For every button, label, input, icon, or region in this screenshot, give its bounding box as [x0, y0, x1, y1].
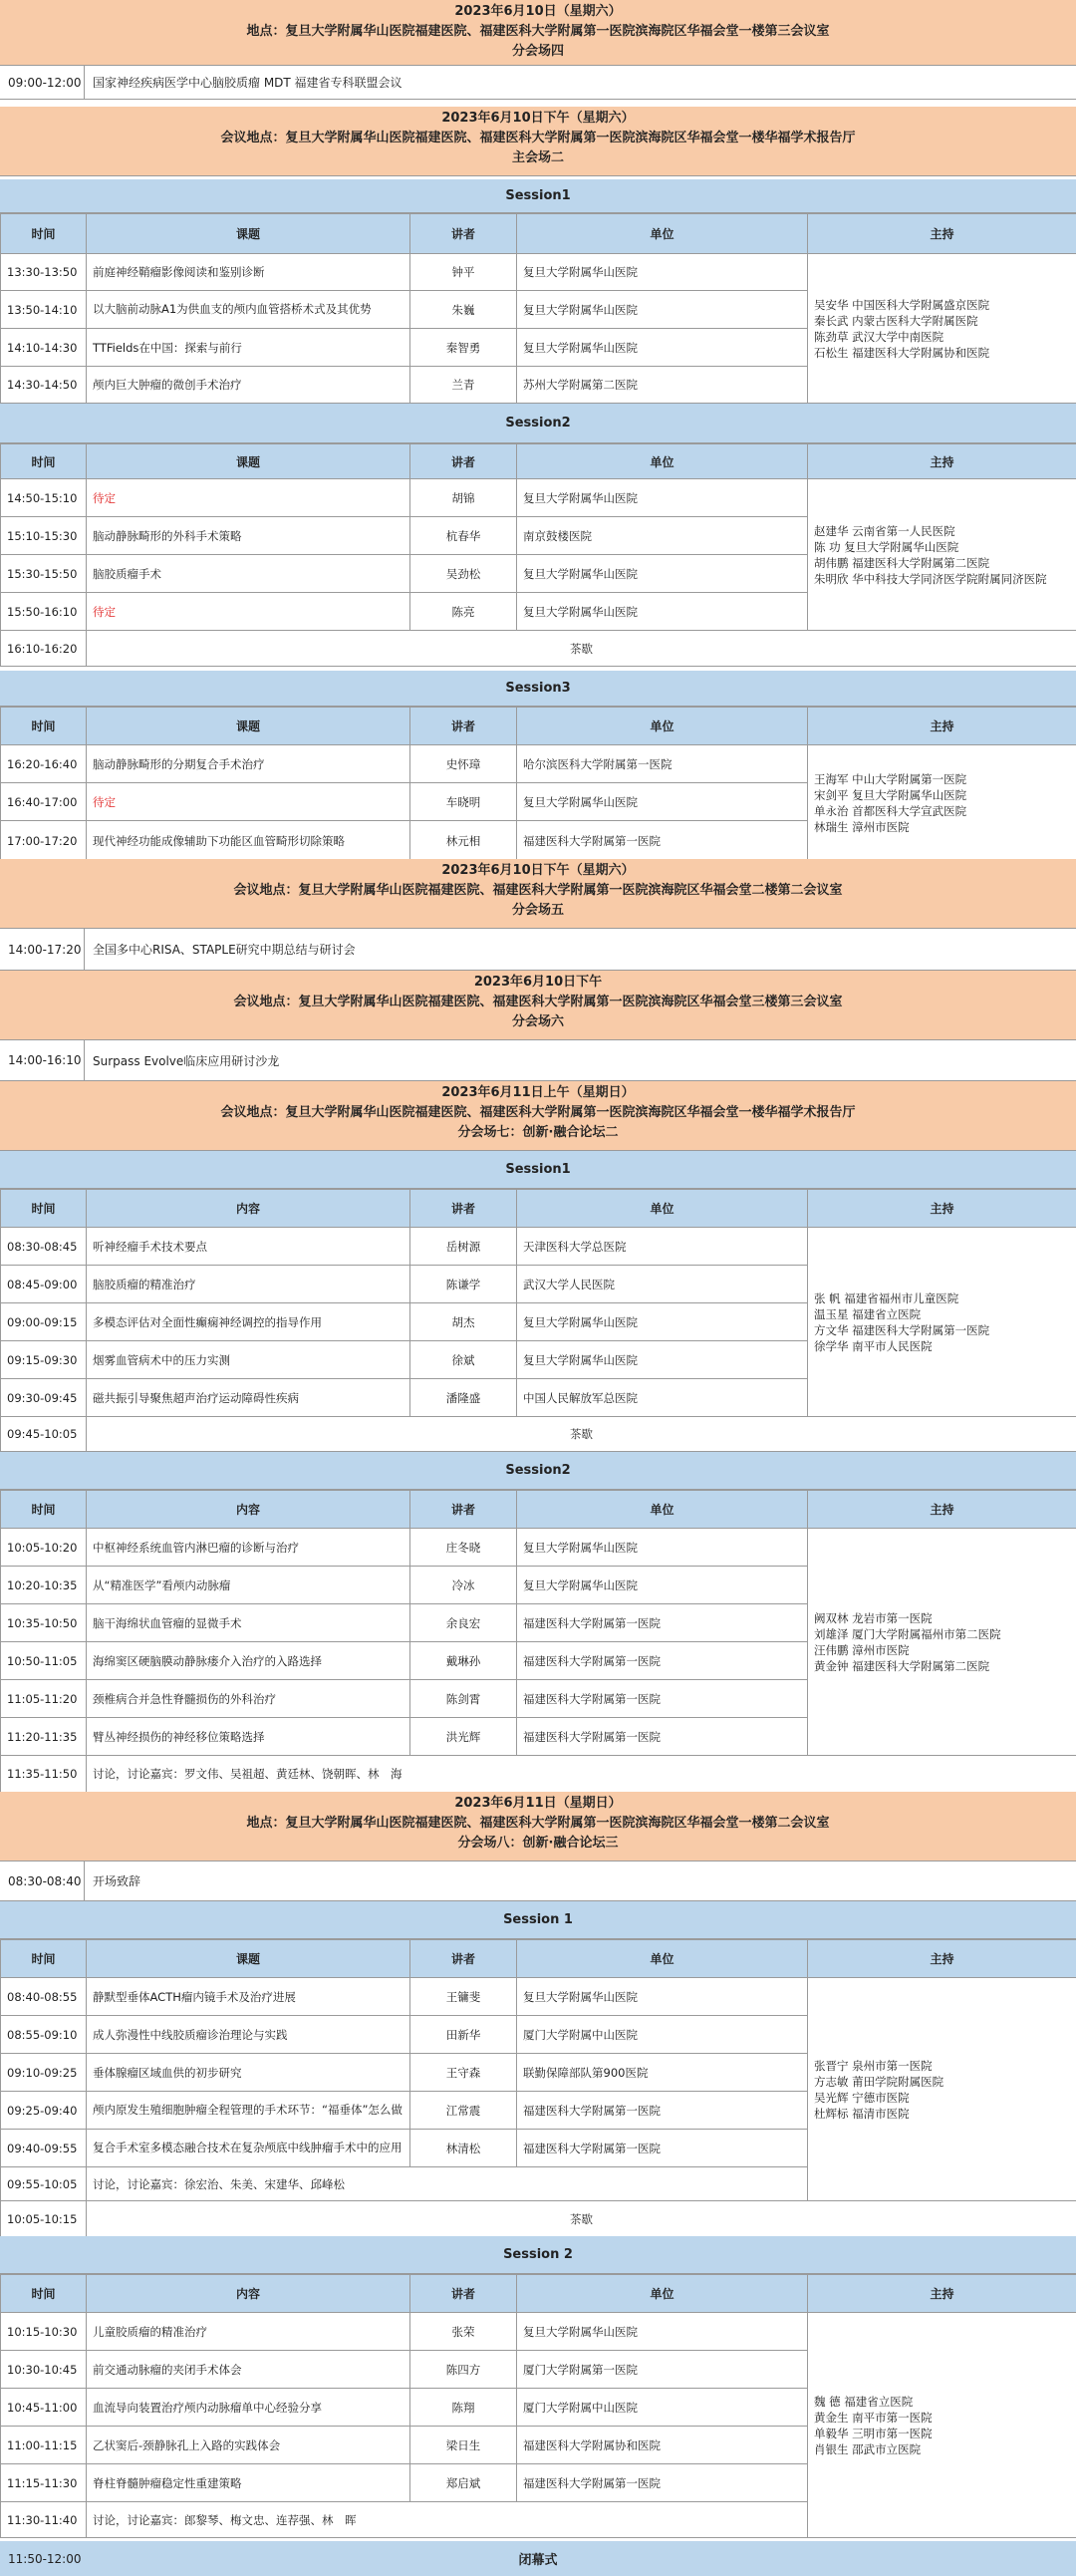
table-row: 13:30-13:50 前庭神经鞘瘤影像阅读和鉴别诊断 钟平 复旦大学附属华山医院 吴安华 中国医科大学附属盛京医院 秦长武 内蒙古医科大学附属医院 陈劲草 武汉大学中南医院 石松生 福建医科大学附属协和医院	[1, 254, 1076, 291]
host-cell: 张 帆 福建省福州市儿童医院 温玉星 福建省立医院 方文华 福建医科大学附属第一医院 徐学华 南平市人民医院	[808, 1228, 1076, 1417]
time-cell: 09:00-12:00	[0, 66, 85, 99]
header-line: 会议地点：复旦大学附属华山医院福建医院、福建医科大学附属第一医院滨海院区华福会堂三楼第三会议室	[233, 995, 843, 1009]
table-row: 14:50-15:10 待定 胡锦 复旦大学附属华山医院 赵建华 云南省第一人民医院 陈 功 复旦大学附属华山医院 胡伟鹏 福建医科大学附属第二医院 朱明欣 华中科技大学同济医学院附属同济医院	[1, 479, 1076, 517]
col-header: 讲者	[410, 1940, 517, 1978]
table-row: 08:45-09:00 脑胶质瘤的精准治疗 陈谦学 武汉大学人民医院	[1, 1266, 1076, 1303]
single-row	[0, 66, 1076, 100]
table-row: 10:20-10:35 从“精准医学”看颅内动脉瘤 冷冰 复旦大学附属华山医院	[1, 1567, 1076, 1604]
header-line: 分会场七：创新·融合论坛二	[457, 1125, 619, 1140]
col-header: 时间	[1, 444, 87, 479]
table-row: 16:20-16:40 脑动静脉畸形的分期复合手术治疗 史怀璋 哈尔滨医科大学附属第一医院 王海军 中山大学附属第一医院 宋剑平 复旦大学附属华山医院 单永治 首都医科大学宣武医院 林瑞生 漳州市医院	[1, 745, 1076, 783]
table-row: 09:40-09:55 复合手术室多模态融合技术在复杂颅底中线肿瘤手术中的应用 林清松 福建医科大学附属第一医院	[1, 2130, 1076, 2167]
session-title: Session3	[0, 671, 1076, 707]
venue-header-2	[0, 107, 1076, 176]
table-row: 13:50-14:10 以大脑前动脉A1为供血支的颅内血管搭桥术式及其优势 朱巍 复旦大学附属华山医院	[1, 291, 1076, 329]
time-cell: 08:30-08:40	[0, 1861, 85, 1900]
header-line: 2023年6月11日（星期日）	[454, 1796, 622, 1811]
table-row: 11:15-11:30 脊柱脊髓肿瘤稳定性重建策略 郑启斌 福建医科大学附属第一医院	[1, 2464, 1076, 2502]
session-title: Session1	[0, 179, 1076, 213]
col-header: 课题	[87, 1940, 410, 1978]
break-row: 16:10-16:20 茶歇	[1, 631, 1076, 667]
header-line: 会议地点：复旦大学附属华山医院福建医院、福建医科大学附属第一医院滨海院区华福会堂一楼华福学术报告厅	[220, 1105, 856, 1120]
header-line: 分会场四	[511, 44, 564, 59]
col-header: 讲者	[410, 444, 517, 479]
table-row: 14:30-14:50 颅内巨大肿瘤的微创手术治疗 兰青 苏州大学附属第二医院	[1, 367, 1076, 404]
col-header: 主持	[808, 214, 1076, 254]
col-header: 单位	[517, 1491, 808, 1529]
col-header: 时间	[1, 1491, 87, 1529]
table-row: 09:15-09:30 烟雾血管病术中的压力实测 徐斌 复旦大学附属华山医院	[1, 1341, 1076, 1379]
col-header: 讲者	[410, 214, 517, 254]
col-header: 内容	[87, 1491, 410, 1529]
single-row	[0, 1040, 1076, 1081]
table-row: 16:40-17:00 待定 车晓明 复旦大学附属华山医院	[1, 783, 1076, 821]
header-line: 2023年6月11日上午（星期日）	[441, 1085, 635, 1100]
col-header: 主持	[808, 1940, 1076, 1978]
table-row: 09:25-09:40 颅内原发生殖细胞肿瘤全程管理的手术环节：“福垂体”怎么做 江常震 福建医科大学附属第一医院	[1, 2092, 1076, 2130]
col-header: 单位	[517, 444, 808, 479]
discussion-row: 09:55-10:05 讨论，讨论嘉宾：徐宏治、朱美、宋建华、邱峰松	[1, 2167, 1076, 2201]
col-header: 单位	[517, 1940, 808, 1978]
header-line: 2023年6月10日下午（星期六）	[441, 863, 635, 878]
col-header: 单位	[517, 2275, 808, 2313]
session-table	[0, 1189, 1076, 1452]
session-table	[0, 1490, 1076, 1793]
table-row: 09:10-09:25 垂体腺瘤区域血供的初步研究 王守森 联勤保障部队第900医院	[1, 2054, 1076, 2092]
table-row: 08:55-09:10 成人弥漫性中线胶质瘤诊治理论与实践 田新华 厦门大学附属中山医院	[1, 2016, 1076, 2054]
table-row: 10:05-10:20 中枢神经系统血管内淋巴瘤的诊断与治疗 庄冬晓 复旦大学附属华山医院 阙双林 龙岩市第一医院 刘雄泽 厦门大学附属福州市第二医院 汪伟鹏 漳州市医院 黄金钟 福建医科大学附属第二医院	[1, 1529, 1076, 1567]
session-title: Session 2	[0, 2236, 1076, 2274]
col-header: 讲者	[410, 1491, 517, 1529]
time-cell: 14:00-16:10	[0, 1040, 85, 1080]
host-cell: 王海军 中山大学附属第一医院 宋剑平 复旦大学附属华山医院 单永治 首都医科大学宣武医院 林瑞生 漳州市医院	[808, 745, 1076, 861]
closing-time: 11:50-12:00	[8, 2551, 82, 2566]
col-header: 主持	[808, 1491, 1076, 1529]
table-row: 17:00-17:20 现代神经功能成像辅助下功能区血管畸形切除策略 林元相 福建医科大学附属第一医院	[1, 821, 1076, 861]
col-header: 时间	[1, 708, 87, 745]
col-header: 主持	[808, 2275, 1076, 2313]
col-header: 主持	[808, 444, 1076, 479]
table-row: 15:30-15:50 脑胶质瘤手术 吴劲松 复旦大学附属华山医院	[1, 555, 1076, 593]
session-title: Session 1	[0, 1901, 1076, 1939]
table-row: 10:30-10:45 前交通动脉瘤的夹闭手术体会 陈四方 厦门大学附属第一医院	[1, 2351, 1076, 2389]
header-line: 分会场八：创新·融合论坛三	[457, 1836, 619, 1851]
col-header: 单位	[517, 214, 808, 254]
header-line: 地点：复旦大学附属华山医院福建医院、福建医科大学附属第一医院滨海院区华福会堂一楼第二会议室	[246, 1816, 830, 1831]
table-row: 10:35-10:50 脑干海绵状血管瘤的显微手术 余良宏 福建医科大学附属第一医院	[1, 1604, 1076, 1642]
table-row: 10:45-11:00 血流导向装置治疗颅内动脉瘤单中心经验分享 陈翔 厦门大学附属中山医院	[1, 2389, 1076, 2427]
content-cell: Surpass Evolve临床应用研讨沙龙	[93, 1053, 280, 1068]
closing-row	[0, 2541, 1076, 2576]
header-line: 地点：复旦大学附属华山医院福建医院、福建医科大学附属第一医院滨海院区华福会堂一楼第三会议室	[246, 24, 830, 39]
table-row: 11:05-11:20 颈椎病合并急性脊髓损伤的外科治疗 陈剑霄 福建医科大学附属第一医院	[1, 1680, 1076, 1718]
header-line: 分会场五	[511, 903, 564, 918]
session-table	[0, 1939, 1076, 2237]
discussion-row: 11:30-11:40 讨论，讨论嘉宾：郎黎琴、梅文忠、连荐强、林 晖	[1, 2502, 1076, 2538]
col-header: 主持	[808, 708, 1076, 745]
col-header: 内容	[87, 1190, 410, 1228]
table-row: 14:10-14:30 TTFields在中国：探索与前行 秦智勇 复旦大学附属华山医院	[1, 329, 1076, 367]
col-header: 讲者	[410, 2275, 517, 2313]
session-title: Session2	[0, 404, 1076, 443]
col-header: 单位	[517, 708, 808, 745]
col-header: 主持	[808, 1190, 1076, 1228]
col-header: 课题	[87, 444, 410, 479]
time-cell: 14:00-17:20	[0, 929, 85, 970]
table-row: 08:30-08:45 听神经瘤手术技术要点 岳树源 天津医科大学总医院 张 帆 福建省福州市儿童医院 温玉星 福建省立医院 方文华 福建医科大学附属第一医院 徐学华 南平市人民医院	[1, 1228, 1076, 1266]
host-cell: 阙双林 龙岩市第一医院 刘雄泽 厦门大学附属福州市第二医院 汪伟鹏 漳州市医院 黄金钟 福建医科大学附属第二医院	[808, 1529, 1076, 1756]
host-cell: 赵建华 云南省第一人民医院 陈 功 复旦大学附属华山医院 胡伟鹏 福建医科大学附属第二医院 朱明欣 华中科技大学同济医学院附属同济医院	[808, 479, 1076, 631]
col-header: 讲者	[410, 708, 517, 745]
header-line: 会议地点：复旦大学附属华山医院福建医院、福建医科大学附属第一医院滨海院区华福会堂二楼第二会议室	[233, 883, 843, 898]
header-line: 2023年6月10日下午（星期六）	[441, 111, 635, 126]
venue-header-4	[0, 971, 1076, 1040]
table-row: 09:00-09:15 多模态评估对全面性癫痫神经调控的指导作用 胡杰 复旦大学附属华山医院	[1, 1303, 1076, 1341]
col-header: 时间	[1, 1190, 87, 1228]
host-cell: 张晋宁 泉州市第一医院 方志敏 莆田学院附属医院 吴光辉 宁德市医院 杜辉标 福清市医院	[808, 1978, 1076, 2201]
col-header: 课题	[87, 708, 410, 745]
table-row: 11:00-11:15 乙状窦后-颈静脉孔上入路的实践体会 梁日生 福建医科大学附属协和医院	[1, 2427, 1076, 2464]
col-header: 时间	[1, 1940, 87, 1978]
break-row: 10:05-10:15 茶歇	[1, 2201, 1076, 2237]
table-row: 09:30-09:45 磁共振引导聚焦超声治疗运动障碍性疾病 潘隆盛 中国人民解放军总医院	[1, 1379, 1076, 1417]
session-title: Session2	[0, 1452, 1076, 1490]
single-row	[0, 929, 1076, 971]
venue-header-1	[0, 0, 1076, 66]
header-line: 主会场二	[511, 150, 564, 165]
session-table	[0, 707, 1076, 861]
session-table	[0, 213, 1076, 404]
table-row: 15:10-15:30 脑动静脉畸形的外科手术策略 杭春华 南京鼓楼医院	[1, 517, 1076, 555]
table-row: 10:50-11:05 海绵窦区硬脑膜动静脉瘘介入治疗的入路选择 戴琳孙 福建医科大学附属第一医院	[1, 1642, 1076, 1680]
venue-header-3	[0, 859, 1076, 929]
col-header: 时间	[1, 2275, 87, 2313]
discussion-row: 11:35-11:50 讨论，讨论嘉宾：罗文伟、吴祖超、黄廷林、饶朝晖、林 海	[1, 1756, 1076, 1793]
header-line: 2023年6月10日下午	[473, 975, 603, 990]
col-header: 讲者	[410, 1190, 517, 1228]
col-header: 时间	[1, 214, 87, 254]
table-row: 08:40-08:55 静默型垂体ACTH瘤内镜手术及治疗进展 王镛斐 复旦大学附属华山医院 张晋宁 泉州市第一医院 方志敏 莆田学院附属医院 吴光辉 宁德市医院 杜辉标 福清市医院	[1, 1978, 1076, 2016]
col-header: 单位	[517, 1190, 808, 1228]
col-header: 内容	[87, 2275, 410, 2313]
session-table	[0, 2274, 1076, 2538]
table-row: 11:20-11:35 臂丛神经损伤的神经移位策略选择 洪光辉 福建医科大学附属第一医院	[1, 1718, 1076, 1756]
content-cell: 全国多中心RISA、STAPLE研究中期总结与研讨会	[93, 943, 356, 957]
header-line: 2023年6月10日（星期六）	[454, 4, 622, 19]
session-table	[0, 443, 1076, 667]
header-line: 会议地点：复旦大学附属华山医院福建医院、福建医科大学附属第一医院滨海院区华福会堂一楼华福学术报告厅	[220, 131, 856, 145]
table-row: 15:50-16:10 待定 陈亮 复旦大学附属华山医院	[1, 593, 1076, 631]
break-row: 09:45-10:05 茶歇	[1, 1417, 1076, 1452]
content-cell: 开场致辞	[93, 1874, 141, 1888]
content-cell: 国家神经疾病医学中心脑胶质瘤 MDT 福建省专科联盟会议	[93, 76, 403, 90]
closing-label: 闭幕式	[518, 2553, 558, 2568]
venue-header-5	[0, 1081, 1076, 1151]
venue-header-6	[0, 1792, 1076, 1861]
header-line: 分会场六	[511, 1014, 564, 1029]
session-title: Session1	[0, 1151, 1076, 1189]
single-row	[0, 1861, 1076, 1901]
table-row: 10:15-10:30 儿童胶质瘤的精准治疗 张荣 复旦大学附属华山医院 魏 德 福建省立医院 黄金生 南平市第一医院 单毅华 三明市第一医院 肖银生 邵武市立医院	[1, 2313, 1076, 2351]
host-cell: 魏 德 福建省立医院 黄金生 南平市第一医院 单毅华 三明市第一医院 肖银生 邵武市立医院	[808, 2313, 1076, 2538]
col-header: 课题	[87, 214, 410, 254]
host-cell: 吴安华 中国医科大学附属盛京医院 秦长武 内蒙古医科大学附属医院 陈劲草 武汉大学中南医院 石松生 福建医科大学附属协和医院	[808, 254, 1076, 404]
